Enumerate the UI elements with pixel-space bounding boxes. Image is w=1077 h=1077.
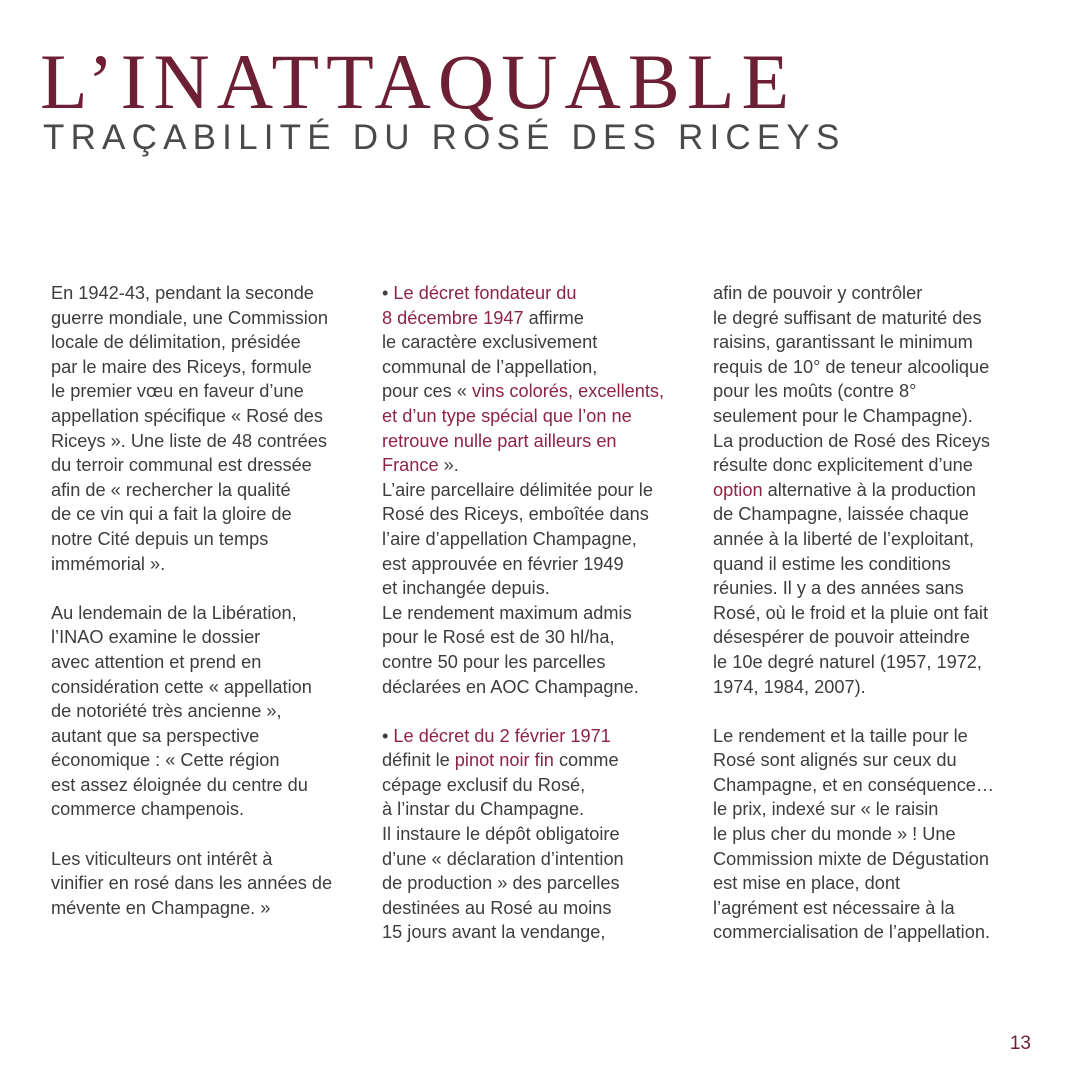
highlighted-text: France [382, 455, 439, 476]
text-line: l’INAO examine le dossier [51, 627, 261, 648]
text-line: de production » des parcelles [382, 873, 620, 894]
highlighted-text: pinot noir fin [454, 750, 554, 771]
paragraph [713, 281, 1043, 699]
text-line: considération cette « appellation [51, 676, 312, 697]
text-line: année à la liberté de l’exploitant, [713, 528, 974, 549]
text-line: mévente en Champagne. » [51, 897, 271, 918]
text-line [382, 379, 697, 404]
page-subtitle: TRAÇABILITÉ DU ROSÉ DES RICEYS [43, 118, 846, 157]
paragraph [51, 281, 366, 576]
text-line: économique : « Cette région [51, 750, 280, 771]
text-line [382, 306, 697, 331]
text-line: guerre mondiale, une Commission [51, 307, 328, 328]
highlighted-text: 8 décembre 1947 [382, 307, 524, 328]
text-fragment: affirme [523, 307, 584, 328]
text-line: L’aire parcellaire délimitée pour le [382, 479, 653, 500]
text-line: La production de Rosé des Riceys [713, 430, 991, 451]
text-line: communal de l’appellation, [382, 356, 598, 377]
text-line: afin de pouvoir y contrôler [713, 283, 923, 303]
paragraph [51, 601, 366, 822]
highlighted-text: Le décret fondateur du [393, 283, 577, 303]
text-line: désespérer de pouvoir atteindre [713, 627, 970, 648]
text-line: Riceys ». Une liste de 48 contrées [51, 430, 327, 451]
page-number: 13 [1009, 1033, 1031, 1054]
page-title: L’INATTAQUABLE [40, 38, 797, 125]
text-line: Rosé des Riceys, emboîtée dans [382, 504, 649, 525]
text-line: du terroir communal est dressée [51, 455, 312, 476]
text-line: 1974, 1984, 2007). [713, 676, 866, 697]
text-line [713, 478, 1043, 503]
text-line: le 10e degré naturel (1957, 1972, [713, 651, 982, 672]
text-line: cépage exclusif du Rosé, [382, 774, 586, 795]
bullet: • [382, 283, 394, 303]
paragraph [713, 724, 1043, 945]
text-line: Le rendement maximum admis [382, 602, 632, 623]
text-fragment: ». [438, 455, 459, 476]
text-line: Au lendemain de la Libération, [51, 602, 297, 623]
text-line: est assez éloignée du centre du [51, 774, 308, 795]
text-line: Rosé, où le froid et la pluie ont fait [713, 602, 988, 623]
text-line: le caractère exclusivement [382, 332, 598, 353]
text-line: de Champagne, laissée chaque [713, 504, 969, 525]
text-line: pour le Rosé est de 30 hl/ha, [382, 627, 615, 648]
text-line: destinées au Rosé au moins [382, 897, 612, 918]
text-line: de notoriété très ancienne », [51, 701, 282, 722]
text-line [382, 281, 697, 306]
text-line [382, 748, 697, 773]
paragraph [382, 281, 697, 699]
text-line: le degré suffisant de maturité des [713, 307, 982, 328]
text-line: Le rendement et la taille pour le [713, 725, 968, 746]
text-line: l’agrément est nécessaire à la [713, 897, 955, 918]
text-column-1 [51, 281, 366, 920]
text-line: à l’instar du Champagne. [382, 799, 585, 820]
text-line: autant que sa perspective [51, 725, 260, 746]
highlighted-text: et d’un type spécial que l’on ne [382, 405, 632, 426]
text-line: le plus cher du monde » ! Une [713, 824, 956, 845]
text-line [382, 724, 697, 749]
paragraph [51, 847, 366, 921]
text-line: avec attention et prend en [51, 651, 262, 672]
text-line: est approuvée en février 1949 [382, 553, 624, 574]
highlighted-text: Le décret du 2 février 1971 [393, 725, 611, 746]
text-line: de ce vin qui a fait la gloire de [51, 504, 292, 525]
text-line: seulement pour le Champagne). [713, 405, 973, 426]
text-line: Champagne, et en conséquence… [713, 774, 995, 795]
text-line: requis de 10° de teneur alcoolique [713, 356, 990, 377]
text-line: locale de délimitation, présidée [51, 332, 301, 353]
text-line: le premier vœu en faveur d’une [51, 381, 304, 402]
text-line: résulte donc explicitement d’une [713, 455, 973, 476]
text-line: est mise en place, dont [713, 873, 901, 894]
text-line: déclarées en AOC Champagne. [382, 676, 639, 697]
text-fragment: alternative à la production [762, 479, 976, 500]
highlighted-text: retrouve nulle part ailleurs en [382, 430, 617, 451]
text-line: pour les moûts (contre 8° [713, 381, 917, 402]
text-line: l’aire d’appellation Champagne, [382, 528, 637, 549]
text-line: quand il estime les conditions [713, 553, 951, 574]
text-line: commerce champenois. [51, 799, 245, 820]
text-line: Les viticulteurs ont intérêt à [51, 848, 273, 869]
highlighted-text: vins colorés, excellents, [471, 381, 665, 402]
text-column-2 [382, 281, 697, 945]
highlighted-text: option [713, 479, 763, 500]
text-line: contre 50 pour les parcelles [382, 651, 606, 672]
text-line: Il instaure le dépôt obligatoire [382, 824, 620, 845]
text-line: raisins, garantissant le minimum [713, 332, 973, 353]
text-line: et inchangée depuis. [382, 578, 550, 599]
text-line [382, 453, 697, 478]
text-line: par le maire des Riceys, formule [51, 356, 312, 377]
text-line: 15 jours avant la vendange, [382, 922, 606, 943]
text-line: commercialisation de l’appellation. [713, 922, 990, 943]
text-line: afin de « rechercher la qualité [51, 479, 291, 500]
text-line: En 1942-43, pendant la seconde [51, 283, 314, 303]
text-line: immémorial ». [51, 553, 166, 574]
text-fragment: comme [553, 750, 619, 771]
text-column-3 [713, 281, 1043, 945]
text-line: le prix, indexé sur « le raisin [713, 799, 939, 820]
text-line: d’une « déclaration d’intention [382, 848, 624, 869]
text-line: vinifier en rosé dans les années de [51, 873, 333, 894]
text-line: Commission mixte de Dégustation [713, 848, 989, 869]
text-line: Rosé sont alignés sur ceux du [713, 750, 957, 771]
text-line: appellation spécifique « Rosé des [51, 405, 323, 426]
text-fragment: pour ces « [382, 381, 472, 402]
paragraph [382, 724, 697, 945]
text-line: réunies. Il y a des années sans [713, 578, 964, 599]
text-fragment: définit le [382, 750, 455, 771]
text-line: notre Cité depuis un temps [51, 528, 269, 549]
bullet: • [382, 725, 394, 746]
